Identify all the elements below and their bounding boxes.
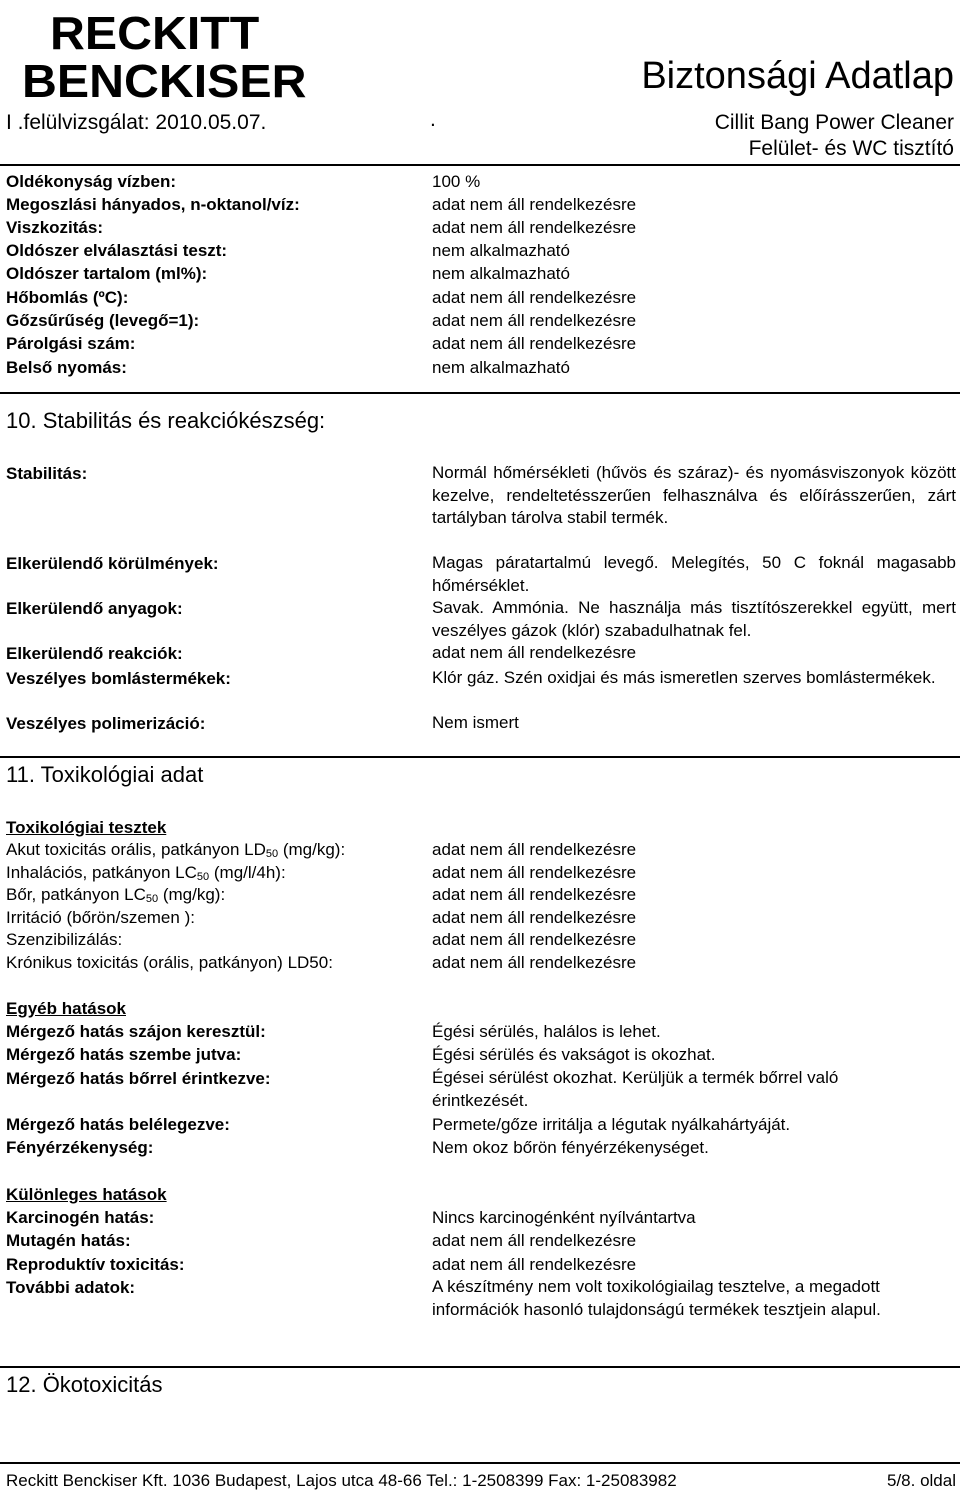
effect-label: Mérgező hatás szembe jutva: [6,1045,242,1064]
decomposition-value: Klór gáz. Szén oxidjai és más ismeretlen szerves bomlástermékek. [432,668,936,687]
test-value: adat nem áll rendelkezésre [432,863,637,882]
test-value: adat nem áll rendelkezésre [432,840,637,859]
effect-value: Nem okoz bőrön fényérzékenységet. [432,1138,709,1157]
property-value: nem alkalmazható [432,264,570,283]
logo-line-2: BENCKISER [22,55,307,107]
test-value: adat nem áll rendelkezésre [432,953,637,972]
effect-value: Égései sérülést okozhat. Kerüljük a termék bőrrel való érintkezését. [432,1068,839,1110]
property-label: Párolgási szám: [6,334,136,353]
section-11-title: 11. Toxikológiai adat [6,762,204,787]
section-11-rule [0,756,960,758]
section-12-rule [0,1366,960,1368]
test-value: adat nem áll rendelkezésre [432,930,637,949]
effect-label: Fényérzékenység: [6,1138,154,1157]
tests-heading: Toxikológiai tesztek [6,818,167,837]
avoid-conditions-label: Elkerülendő körülmények: [6,554,219,573]
special-effects-heading: Különleges hatások [6,1185,167,1204]
property-value: nem alkalmazható [432,241,570,260]
effect-label: Mérgező hatás szájon keresztül: [6,1022,266,1041]
special-value: adat nem áll rendelkezésre [432,1231,637,1250]
special-value: A készítmény nem volt toxikológiailag tesztelve, a megadott információk hasonló tulajdonságú termékek tesztjein alapul. [432,1277,881,1319]
footer-rule [0,1462,960,1464]
property-value: nem alkalmazható [432,358,570,377]
special-label: Mutagén hatás: [6,1231,131,1250]
property-row [6,239,956,262]
property-label: Oldószer tartalom (ml%): [6,264,208,283]
decomposition-label: Veszélyes bomlástermékek: [6,669,231,688]
avoid-reactions-value: adat nem áll rendelkezésre [432,643,637,662]
special-label: Reproduktív toxicitás: [6,1255,185,1274]
special-value: Nincs karcinogénként nyílvántartva [432,1208,696,1227]
footer-page-number: 5/8. oldal [887,1471,956,1490]
property-row [6,309,956,332]
test-label: Inhalációs, patkányon $LC_{50}$ (mg/l/4h): [6,863,286,883]
property-row [6,356,956,379]
avoid-materials-label: Elkerülendő anyagok: [6,599,183,618]
effect-value: Égési sérülés, halálos is lehet. [432,1022,661,1041]
test-label: Irritáció (bőrön/szemen ): [6,908,195,927]
revision-date: I .felülvizsgálat: 2010.05.07. [6,111,267,134]
polymerization-value: Nem ismert [432,713,519,732]
test-label: Szenzibilizálás: [6,930,123,949]
test-label: Akut toxicitás orális, patkányon $LD_{50}$ (mg/kg): [6,840,346,860]
document-title: Biztonsági Adatlap [641,55,954,97]
other-effects-heading: Egyéb hatások [6,999,126,1018]
property-value: adat nem áll rendelkezésre [432,334,637,353]
section-12-title: 12. Ökotoxicitás [6,1372,163,1397]
test-value: adat nem áll rendelkezésre [432,908,637,927]
special-value: adat nem áll rendelkezésre [432,1255,637,1274]
property-row [6,332,956,355]
avoid-materials-value: Savak. Ammónia. Ne használja más tisztítószerekkel együtt, mert veszélyes gázok (klór) szabadulhatnak fel. [432,598,956,640]
effect-label: Mérgező hatás bőrrel érintkezve: [6,1069,271,1088]
header-rule [0,164,960,166]
property-label: Viszkozitás: [6,218,104,237]
section-10-title: 10. Stabilitás és reakciókészség: [6,408,326,433]
effect-value: Égési sérülés és vakságot is okozhat. [432,1045,716,1064]
avoid-conditions-value: Magas páratartalmú levegő. Melegítés, 50 C foknál magasabb hőmérséklet. [432,553,956,595]
property-label: Oldékonyság vízben: [6,172,177,191]
test-value: adat nem áll rendelkezésre [432,885,637,904]
property-row [6,170,956,193]
footer-company: Reckitt Benckiser Kft. 1036 Budapest, Lajos utca 48-66 Tel.: 1-2508399 Fax: 1-25083982 [6,1471,677,1490]
property-row [6,286,956,309]
property-value: adat nem áll rendelkezésre [432,195,637,214]
test-label: Krónikus toxicitás (orális, patkányon) LD50: [6,953,333,972]
company-logo [22,7,307,107]
footer [6,1470,956,1492]
product-name: Cillit Bang Power Cleaner [714,111,954,134]
test-label: Bőr, patkányon $LC_{50}$ (mg/kg): [6,885,226,905]
property-row [6,193,956,216]
property-value: 100 % [432,172,481,191]
property-label: Belső nyomás: [6,358,127,377]
avoid-reactions-label: Elkerülendő reakciók: [6,644,183,663]
stability-label: Stabilitás: [6,464,88,483]
stability-value: Normál hőmérsékleti (hűvös és száraz)- és nyomásviszonyok között kezelve, rendeltetésszerűen felhasználva és előírásszerűen, zárt tartályban tárolva stabil termék. [432,463,956,527]
special-label: További adatok: [6,1278,136,1297]
property-row [6,262,956,285]
section-10-rule [0,392,960,394]
special-label: Karcinogén hatás: [6,1208,155,1227]
effect-label: Mérgező hatás belélegezve: [6,1115,230,1134]
revision-dot: . [430,108,436,131]
property-label: Megoszlási hányados, n-oktanol/víz: [6,195,300,214]
property-value: adat nem áll rendelkezésre [432,311,637,330]
property-label: Oldószer elválasztási teszt: [6,241,228,260]
property-label: Gőzsűrűség (levegő=1): [6,311,200,330]
property-label: Hőbomlás (ºC): [6,288,129,307]
property-value: adat nem áll rendelkezésre [432,218,637,237]
property-row [6,216,956,239]
logo-line-1: RECKITT [50,7,260,59]
product-subtitle: Felület- és WC tisztító [748,137,954,160]
property-value: adat nem áll rendelkezésre [432,288,637,307]
polymerization-label: Veszélyes polimerizáció: [6,714,206,733]
effect-value: Permete/gőze irritálja a légutak nyálkahártyáját. [432,1115,791,1134]
